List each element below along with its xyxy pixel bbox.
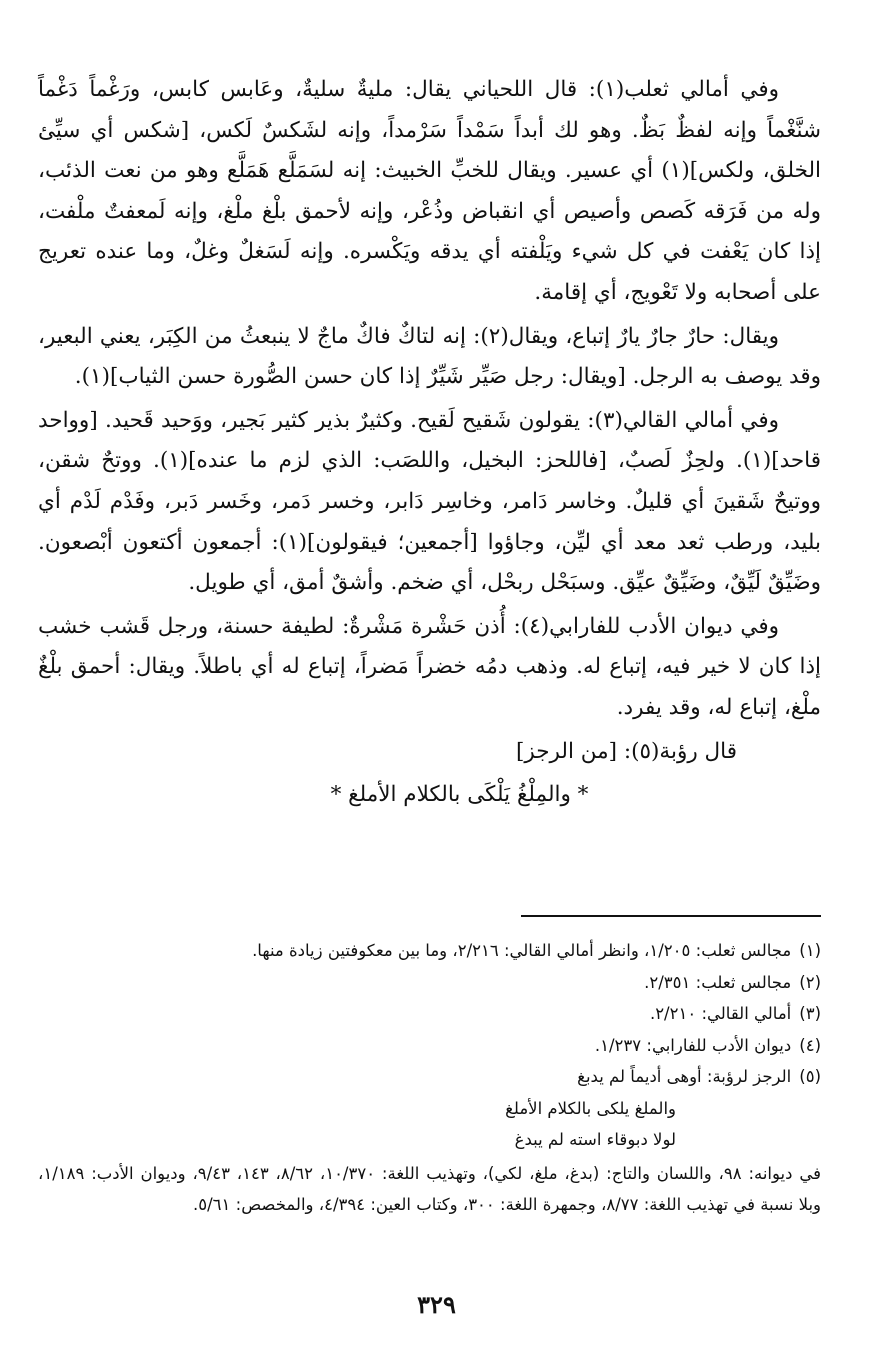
footnote-number: (١): [799, 941, 821, 960]
footnote-text: الرجز لرؤبة: أوهى أديماً لم يدبغ: [577, 1067, 792, 1086]
footnote-verse-1: والملغ يلكى بالكلام الأملغ: [505, 1098, 676, 1118]
footnote-5-sources: في ديوانه: ٩٨، واللسان والتاج: (بدغ، ملغ، لكي)، وتهذيب اللغة: ١٠/٣٧٠، ٨/٦٢، ١٤٣، ٩/٤٣، وديوان الأدب: ١/١٨٩، وبلا نسبة في تهذيب اللغة: ٨/٧٧، وجمهرة اللغة: ٣٠٠، وكتاب العين: ٤/٣٩٤، والمخصص: ٥/٦١.: [38, 1163, 821, 1214]
footnote-text: أمالي القالي: ٢/٢١٠.: [649, 1004, 792, 1023]
footnote-text: مجالس ثعلب: ٢/٣٥١.: [644, 972, 792, 992]
footnote-number: (٢): [799, 972, 821, 992]
verse-line: * والمِلْغُ يَلْكَى بالكلام الأملغ *: [330, 782, 589, 808]
paragraph-2: ويقال: حارٌ جارٌ يارٌ إتباع، ويقال(٢): إنه لتاكٌ فاكٌ ماجٌ لا ينبعثُ من الكِبَر، يعني البعير، وقد يوصف به الرجل. [ويقال: رجل صَيِّر شَيِّرٌ إذا كان حسن الصُّورة حسن الثياب](١).: [38, 323, 821, 390]
verse-intro: قال رؤبة(٥): [من الرجز]: [515, 738, 737, 764]
main-text: [38, 70, 821, 819]
footnote-5: [38, 1061, 821, 1093]
footnote-number: (٤): [799, 1035, 821, 1055]
paragraph-4: وفي ديوان الأدب للفارابي(٤): أُذن حَشْرة مَشْرةٌ: لطيفة حسنة، ورجل قَشب خشب إذا كان لا خير فيه، إتباع له. وذهب دمُه خضراً مَضراً، إتباع له أي باطلاً. ويقال: أحمق بلْغٌ ملْغ، إتباع له، وقد يفرد.: [38, 613, 821, 720]
footnote-text: ديوان الأدب للفارابي: ١/٢٣٧.: [594, 1035, 792, 1055]
footnote-number: (٥): [799, 1067, 821, 1086]
paragraph-3: وفي أمالي القالي(٣): يقولون شَقيح لَقيح. وكثيرٌ بذير كثير بَجير، ووَحيد قَحيد. [وواحد قاحد](١). ولحِزٌ لَصبٌ، [فاللحز: البخيل، واللصَب: الذي لزم ما عنده](١). ووتحٌ شقن، ووتيحٌ شَقينَ أي قليلٌ. وخاسر دَامر، وخاسِر دَابر، وخسر دَمر، وخَسر دَبر، وفَدْم لَدْم أي بليد، ورطب ثعد معد أي ليِّن، وجاؤوا [أجمعين؛ فيقولون](١): أجمعون أكتعون أبْصعون. وضَيِّقٌ لَيِّقٌ، وضَيِّقٌ عيِّق. وسبَحْل ربحْل، أي ضخم. وأشقٌ أمق، أي طويل.: [38, 407, 822, 596]
footnote-text: مجالس ثعلب: ١/٢٠٥، وانظر أمالي القالي: ٢/٢١٦، وما بين معكوفتين زيادة منها.: [252, 941, 792, 960]
footnotes: [38, 935, 821, 1221]
footnote-3: [38, 998, 821, 1030]
footnote-separator: [521, 915, 821, 917]
page-number: ٣٢٩: [417, 1290, 456, 1319]
paragraph-1: وفي أمالي ثعلب(١): قال اللحياني يقال: مليةٌ سليةٌ، وعَابس كابس، ورَغْماً دَغْماً شنَّغْماً وإنه لفظٌ بَظٌ. وهو لك أبداً سَمْداً سَرْمداً، وإنه لشَكسٌ لَكس، [شكس أي سيِّئ الخلق، ولكس](١) أي عسير. ويقال للخبِّ الخبيث: إنه لسَمَلَّع هَمَلَّع وهو من نعت الذئب، وله من فَرَقه كَصص وأصيص أي انقباض وذُعْر، وإنه لأحمق بلْغ ملْغ، وإنه لَمعفتٌ ملْفت، إذا كان يَعْفت في كل شيء ويَلْفته أي يدقه ويَكْسره. وإنه لَسَغلٌ وغلٌ، وما عنده تعريج على أصحابه ولا تَعْويج، أي إقامة.: [38, 77, 821, 305]
footnote-1: [38, 935, 821, 967]
footnote-verse-2: لولا دبوقاء استه لم يبدغ: [514, 1130, 676, 1149]
footnote-2: [38, 967, 821, 999]
footnote-4: [38, 1030, 821, 1062]
footnote-number: (٣): [799, 1004, 821, 1023]
